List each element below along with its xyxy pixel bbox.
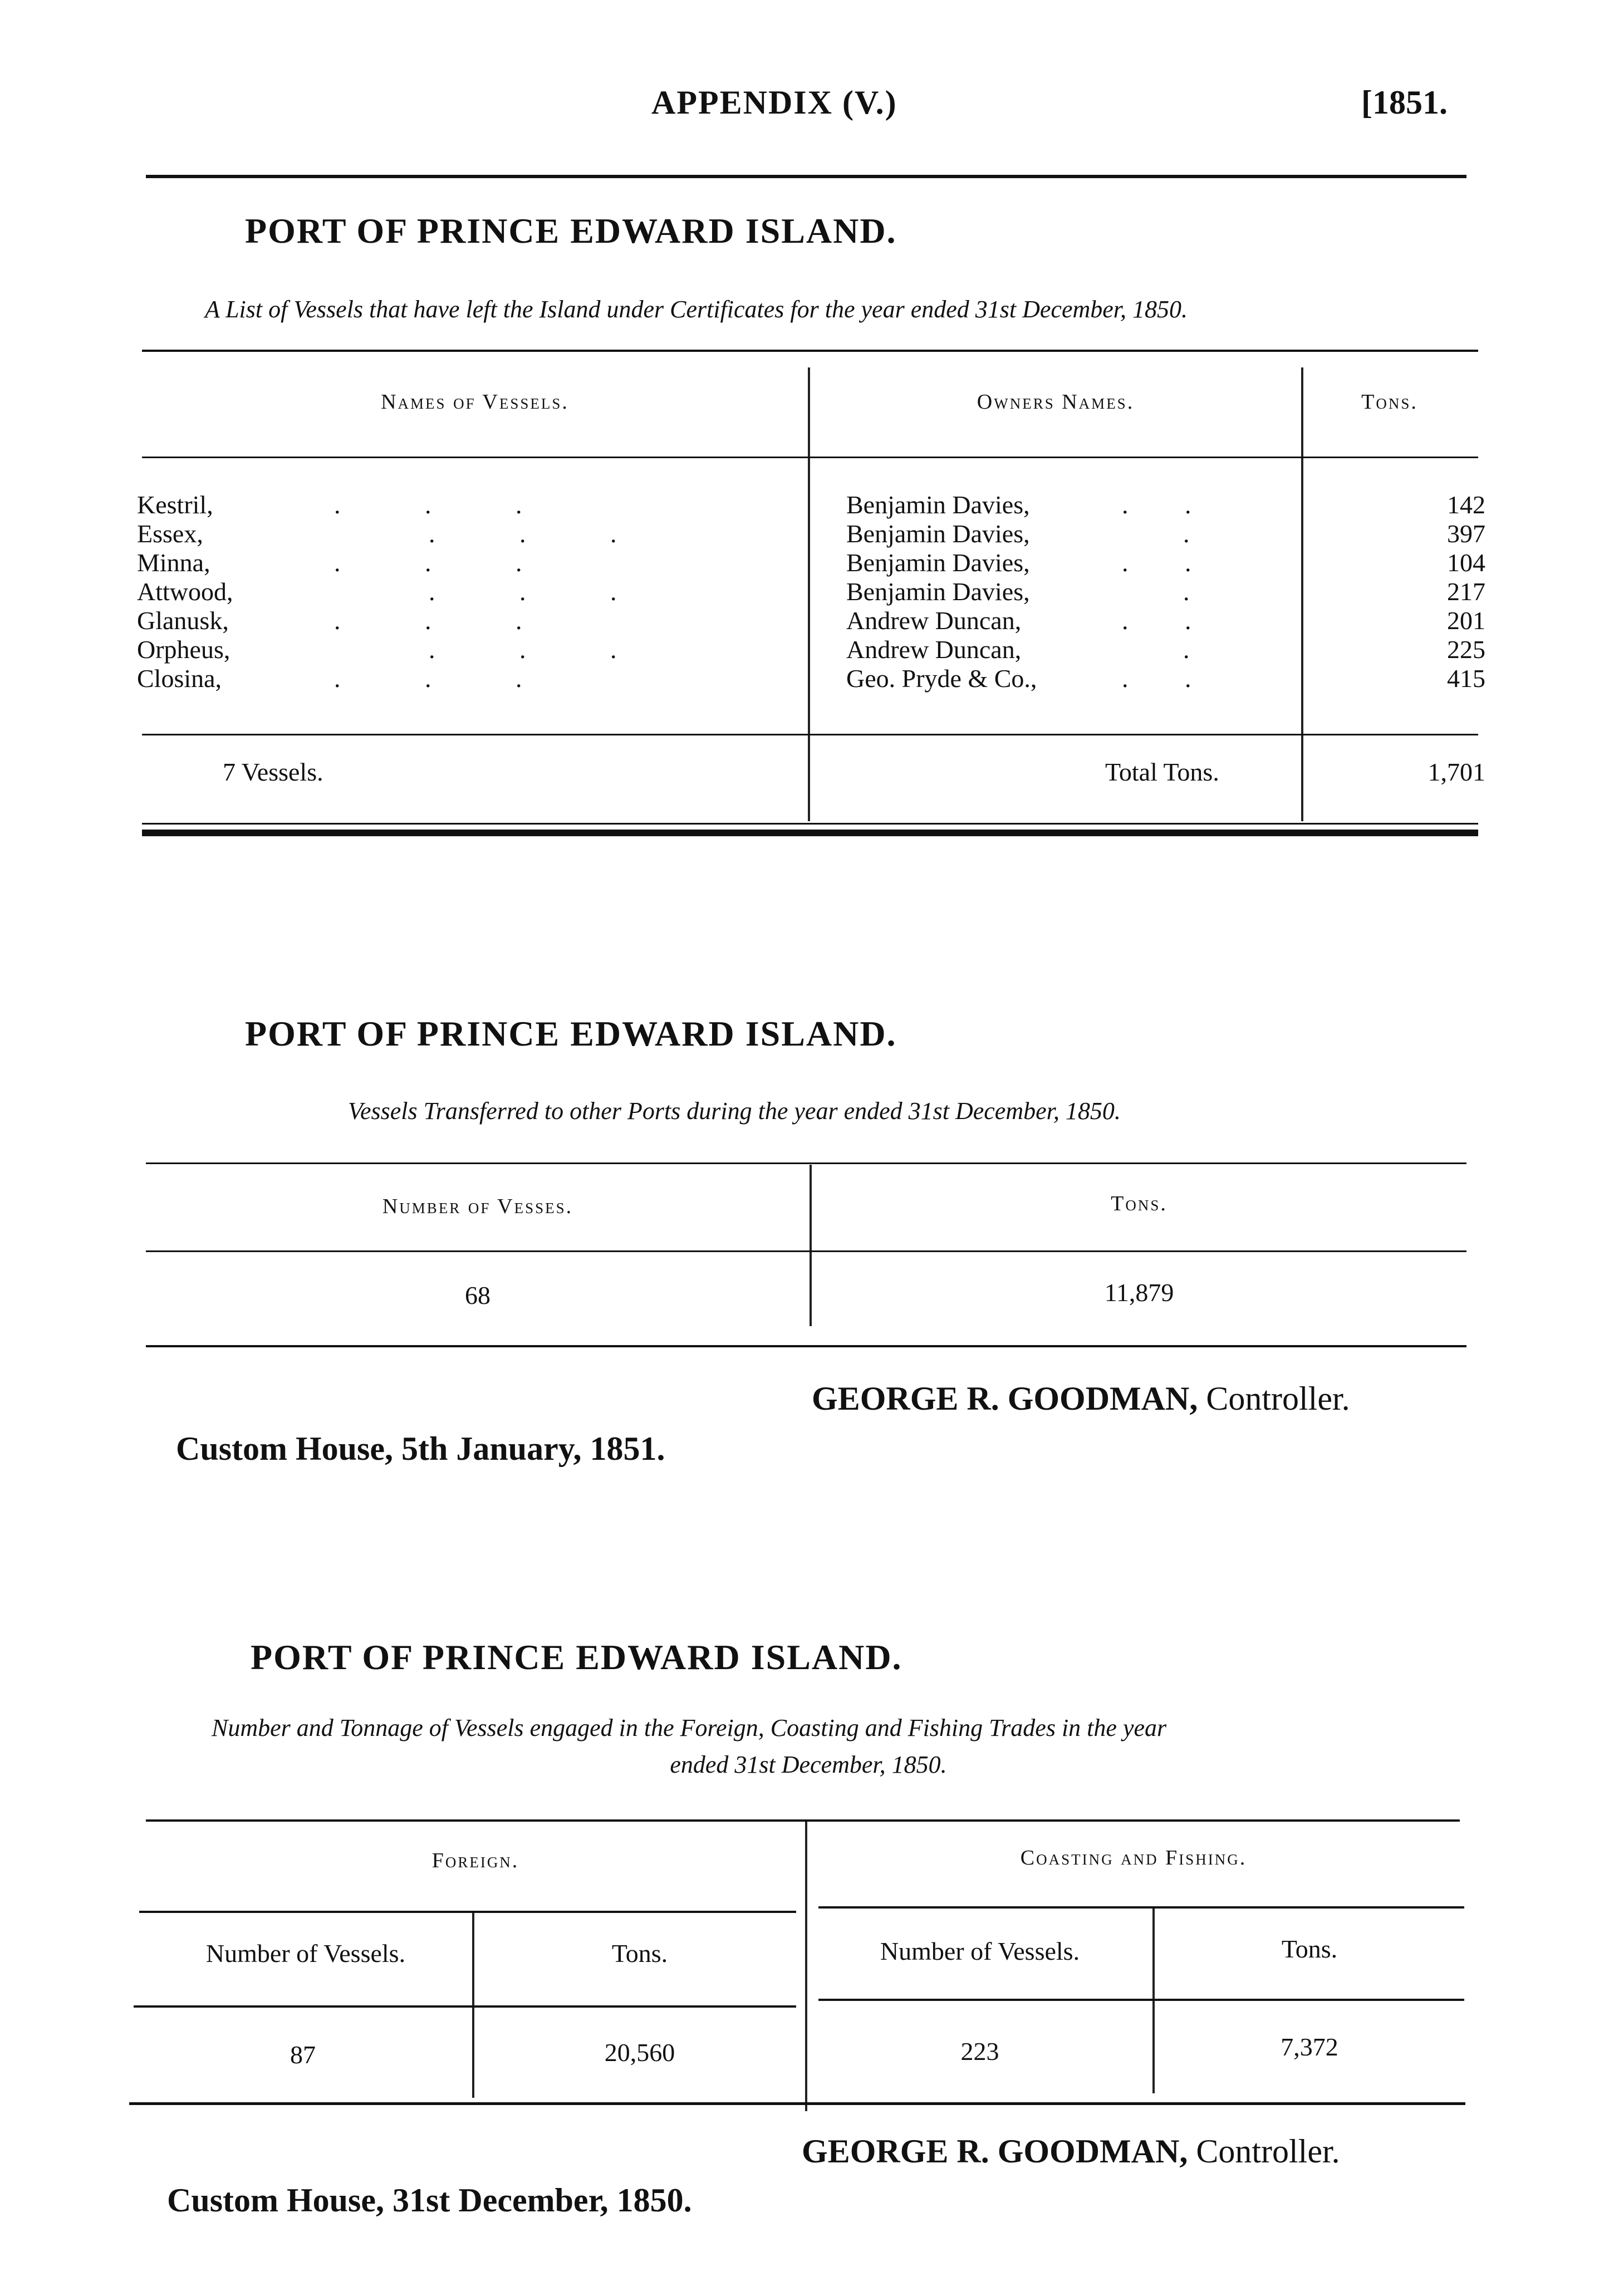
section1-bottom-rule-thin — [142, 823, 1478, 825]
section1-title: PORT OF PRINCE EDWARD ISLAND. — [245, 211, 897, 251]
signature-role: Controller. — [1206, 1380, 1350, 1417]
owner-name: Andrew Duncan, — [846, 606, 1022, 635]
vessel-name: Essex, — [137, 519, 203, 548]
section1-col-tons: Tons. — [1361, 390, 1418, 414]
section2-col-number: Number of Vesses. — [382, 1195, 573, 1218]
owner-name: Benjamin Davies, — [846, 577, 1030, 606]
running-head-year: [1851. — [1361, 84, 1448, 121]
signature-role: Controller. — [1196, 2133, 1340, 2170]
section3-place-date: Custom House, 31st December, 1850. — [167, 2182, 692, 2219]
section2-bottom-rule — [146, 1345, 1466, 1347]
value-foreign-number: 87 — [290, 2040, 316, 2069]
section2-top-rule — [146, 1162, 1466, 1164]
owner-leader-dots: . — [1183, 577, 1190, 606]
section1-bottom-rule-thick — [142, 830, 1478, 836]
value-foreign-tons: 20,560 — [604, 2038, 675, 2067]
leader-dots: . . . — [334, 606, 522, 635]
tons-value: 397 — [1447, 519, 1485, 548]
group-header-coasting: Coasting and Fishing. — [1020, 1846, 1247, 1870]
section1-divider-b — [1301, 367, 1303, 821]
section2-subtitle: Vessels Transferred to other Ports during the year ended 31st December, 1850. — [348, 1097, 1121, 1125]
value-coasting-tons: 7,372 — [1281, 2033, 1338, 2061]
section1-subtitle: A List of Vessels that have left the Island under Certificates for the year ended 31st December, 1850. — [205, 296, 1188, 323]
section3-title: PORT OF PRINCE EDWARD ISLAND. — [251, 1637, 902, 1677]
col-foreign-number: Number of Vessels. — [205, 1939, 406, 1968]
section1-top-rule — [142, 350, 1478, 352]
total-tons-label: Total Tons. — [1105, 758, 1219, 786]
section3-subtitle-line1: Number and Tonnage of Vessels engaged in the Foreign, Coasting and Fishing Trades in the year — [212, 1714, 1167, 1741]
tons-value: 104 — [1447, 548, 1485, 577]
section2-tons-value: 11,879 — [1104, 1278, 1174, 1307]
section3-signature — [802, 2132, 1340, 2171]
section1-col-names: Names of Vessels. — [381, 390, 569, 414]
section1-total-rule — [142, 734, 1478, 735]
owner-leader-dots: . . — [1122, 490, 1191, 519]
owner-name: Benjamin Davies, — [846, 490, 1030, 519]
leader-dots: . . . — [334, 664, 522, 693]
vessel-name: Kestril, — [137, 490, 213, 519]
owner-leader-dots: . . — [1122, 606, 1191, 635]
section2-signature — [812, 1380, 1350, 1418]
header-rule — [146, 175, 1466, 178]
section2-header-rule — [146, 1250, 1466, 1252]
signature-name: GEORGE R. GOODMAN, — [812, 1380, 1198, 1417]
section3-group-rule-right — [818, 1906, 1464, 1909]
leader-dots: . . . — [334, 490, 522, 519]
tons-value: 415 — [1447, 664, 1485, 693]
leader-dots: . . . — [429, 519, 617, 548]
value-coasting-number: 223 — [960, 2037, 999, 2066]
vessel-name: Closina, — [137, 664, 222, 693]
owner-leader-dots: . — [1183, 635, 1190, 664]
owner-leader-dots: . . — [1122, 548, 1191, 577]
group-header-foreign: Foreign. — [431, 1849, 519, 1872]
section3-group-rule-left — [139, 1911, 796, 1913]
owner-name: Andrew Duncan, — [846, 635, 1022, 664]
owner-name: Benjamin Davies, — [846, 548, 1030, 577]
owner-name: Geo. Pryde & Co., — [846, 664, 1037, 693]
tons-value: 225 — [1447, 635, 1485, 664]
section1-divider-a — [808, 367, 810, 821]
vessel-name: Orpheus, — [137, 635, 230, 664]
section2-title: PORT OF PRINCE EDWARD ISLAND. — [245, 1014, 897, 1053]
section1-col-owners: Owners Names. — [977, 390, 1135, 414]
vessel-count: 7 Vessels. — [223, 758, 323, 786]
signature-name: GEORGE R. GOODMAN, — [802, 2133, 1188, 2170]
section2-place-date: Custom House, 5th January, 1851. — [176, 1430, 665, 1467]
vessel-name: Glanusk, — [137, 606, 229, 635]
leader-dots: . . . — [429, 577, 617, 606]
section3-header-rule-left — [134, 2005, 796, 2008]
owner-name: Benjamin Davies, — [846, 519, 1030, 548]
owner-leader-dots: . . — [1122, 664, 1191, 693]
col-coasting-number: Number of Vessels. — [880, 1937, 1080, 1965]
tons-value: 201 — [1447, 606, 1485, 635]
tons-value: 142 — [1447, 490, 1485, 519]
section1-header-rule — [142, 457, 1478, 458]
leader-dots: . . . — [429, 635, 617, 664]
tons-value: 217 — [1447, 577, 1485, 606]
vessel-name: Minna, — [137, 548, 210, 577]
running-head-title: APPENDIX (V.) — [651, 84, 897, 121]
section2-number-value: 68 — [465, 1281, 490, 1309]
owner-leader-dots: . — [1183, 519, 1190, 548]
vessel-name: Attwood, — [137, 577, 233, 606]
section3-subtitle-line2: ended 31st December, 1850. — [670, 1751, 947, 1778]
col-foreign-tons: Tons. — [611, 1939, 668, 1968]
total-tons-value: 1,701 — [1428, 758, 1485, 786]
section2-col-tons: Tons. — [1111, 1192, 1167, 1215]
col-coasting-tons: Tons. — [1281, 1935, 1338, 1963]
section3-top-rule — [146, 1819, 1460, 1822]
section3-header-rule-right — [818, 1999, 1464, 2001]
leader-dots: . . . — [334, 548, 522, 577]
section3-bottom-rule — [129, 2102, 1465, 2105]
